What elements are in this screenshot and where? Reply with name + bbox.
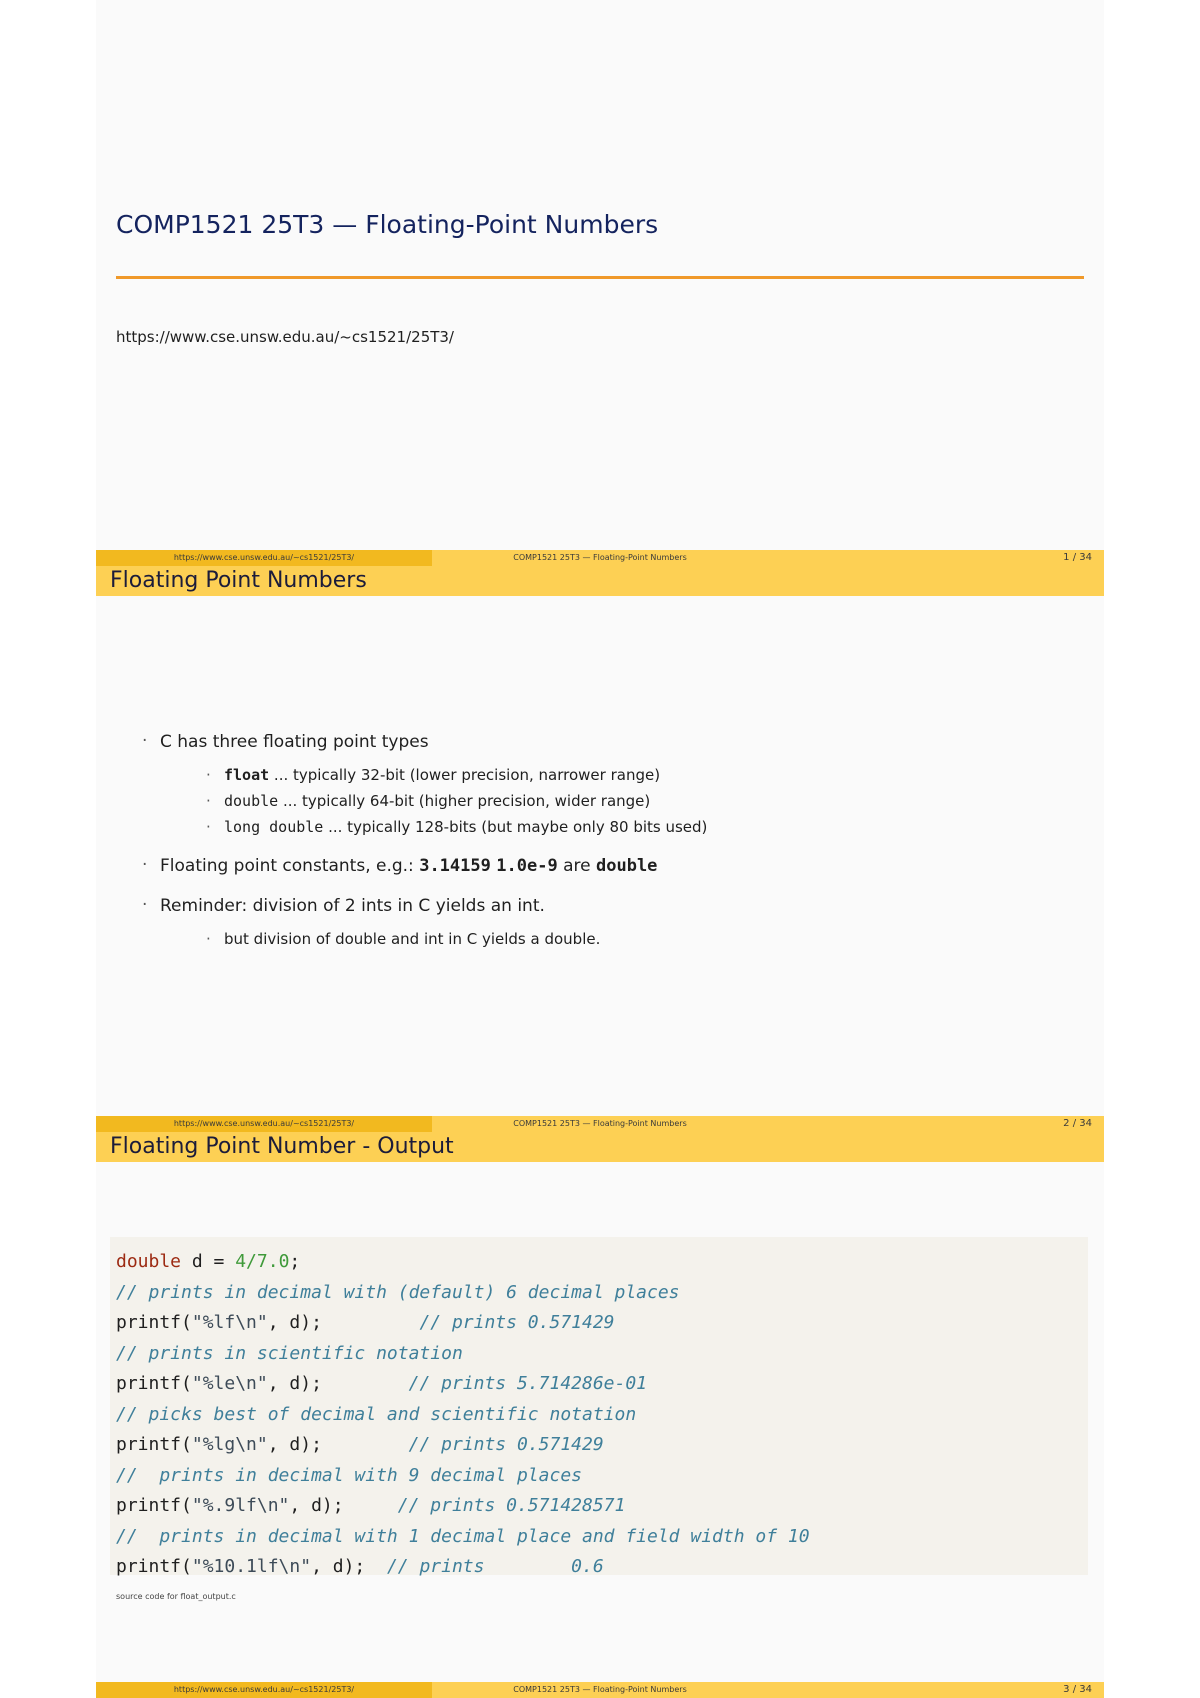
code-comment: // prints 5.714286e-01 xyxy=(408,1373,648,1394)
sub-bullet-item xyxy=(160,766,1042,784)
slide-1 xyxy=(96,0,1104,563)
bullet-text: are xyxy=(557,856,596,876)
code-text: d = xyxy=(181,1251,236,1272)
footer-title: COMP1521 25T3 — Floating-Point Numbers xyxy=(432,1682,768,1698)
slide-2 xyxy=(96,566,1104,1129)
code-text: printf( xyxy=(116,1434,192,1455)
code-text: , d); xyxy=(267,1312,420,1333)
code-line xyxy=(116,1461,1082,1492)
page-number: 1 / 34 xyxy=(768,550,1104,566)
code-block xyxy=(110,1237,1088,1575)
slide-heading: Floating Point Numbers xyxy=(110,568,367,593)
code-text: printf( xyxy=(116,1495,192,1516)
code-string: "%10.1lf\n" xyxy=(191,1556,312,1577)
slide-footer xyxy=(96,1116,1104,1132)
type-keyword: float xyxy=(224,766,270,784)
type-keyword: double xyxy=(224,792,279,810)
constant-example: 1.0e-9 xyxy=(496,856,558,876)
code-line xyxy=(116,1430,1082,1461)
footer-url: https://www.cse.unsw.edu.au/~cs1521/25T3/ xyxy=(96,1682,432,1698)
slide-heading: Floating Point Number - Output xyxy=(110,1134,454,1159)
code-comment: // prints in decimal with 9 decimal places xyxy=(116,1464,582,1486)
code-string: "%lg\n" xyxy=(191,1434,268,1455)
footer-title: COMP1521 25T3 — Floating-Point Numbers xyxy=(432,550,768,566)
slide-footer xyxy=(96,550,1104,566)
bullet-item xyxy=(142,896,1042,948)
code-string: "%lf\n" xyxy=(191,1312,268,1333)
code-number: 4/7.0 xyxy=(235,1251,290,1272)
type-description: ... typically 64-bit (higher precision, wider range) xyxy=(278,792,651,810)
bullet-item xyxy=(142,856,1042,876)
code-comment: // prints in scientific notation xyxy=(116,1342,463,1364)
code-line xyxy=(116,1491,1082,1522)
type-keyword: long double xyxy=(224,818,324,836)
code-text: , d); xyxy=(267,1373,409,1394)
code-comment: // prints in decimal with (default) 6 decimal places xyxy=(116,1281,680,1303)
code-text: printf( xyxy=(116,1312,192,1333)
code-line xyxy=(116,1369,1082,1400)
slide-header xyxy=(96,1132,1104,1162)
code-line xyxy=(116,1247,1082,1278)
footer-url: https://www.cse.unsw.edu.au/~cs1521/25T3/ xyxy=(96,1116,432,1132)
slide-title: COMP1521 25T3 — Floating-Point Numbers xyxy=(116,210,659,239)
code-line xyxy=(116,1552,1082,1583)
type-description: ... typically 128-bits (but maybe only 80 bits used) xyxy=(323,818,708,836)
footer-url: https://www.cse.unsw.edu.au/~cs1521/25T3/ xyxy=(96,550,432,566)
code-comment: // prints 0.571428571 xyxy=(397,1495,626,1516)
code-text: , d); xyxy=(311,1556,387,1577)
sub-bullet-item xyxy=(160,792,1042,810)
code-comment: // prints 0.571429 xyxy=(408,1434,604,1455)
course-url[interactable]: https://www.cse.unsw.edu.au/~cs1521/25T3/ xyxy=(116,328,454,346)
code-comment: // prints in decimal with 1 decimal place and field width of 10 xyxy=(116,1525,810,1547)
code-string: "%.9lf\n" xyxy=(191,1495,290,1516)
code-line xyxy=(116,1339,1082,1370)
bullet-item xyxy=(142,732,1042,836)
sub-bullet-item xyxy=(160,930,1042,948)
constant-example: 3.14159 xyxy=(419,856,491,876)
code-line xyxy=(116,1400,1082,1431)
code-text: ; xyxy=(289,1251,301,1272)
bullet-list xyxy=(142,732,1042,968)
slide-header xyxy=(96,566,1104,596)
type-keyword: double xyxy=(596,856,658,876)
code-keyword: double xyxy=(116,1251,182,1272)
page-number: 3 / 34 xyxy=(768,1682,1104,1698)
code-text: printf( xyxy=(116,1373,192,1394)
code-text: , d); xyxy=(267,1434,409,1455)
code-text: , d); xyxy=(289,1495,398,1516)
document-page xyxy=(96,0,1104,1696)
bullet-text: C has three floating point types xyxy=(160,732,429,752)
slide-3 xyxy=(96,1132,1104,1695)
title-divider xyxy=(116,276,1084,279)
sub-bullet-list xyxy=(160,930,1042,948)
bullet-text: Reminder: division of 2 ints in C yields an int. xyxy=(160,896,545,916)
code-comment: // prints 0.571429 xyxy=(419,1312,615,1333)
footer-title: COMP1521 25T3 — Floating-Point Numbers xyxy=(432,1116,768,1132)
code-comment: // picks best of decimal and scientific notation xyxy=(116,1403,637,1425)
type-description: ... typically 32-bit (lower precision, narrower range) xyxy=(269,766,661,784)
code-text: printf( xyxy=(116,1556,192,1577)
code-line xyxy=(116,1308,1082,1339)
bullet-text: Floating point constants, e.g.: xyxy=(160,856,420,876)
code-string: "%le\n" xyxy=(191,1373,268,1394)
sub-bullet-item xyxy=(160,818,1042,836)
sub-bullet-list xyxy=(160,766,1042,836)
code-line xyxy=(116,1278,1082,1309)
source-code-link[interactable]: source code for float_output.c xyxy=(116,1592,236,1601)
bullet-text: but division of double and int in C yields a double. xyxy=(224,930,601,948)
page-number: 2 / 34 xyxy=(768,1116,1104,1132)
code-comment: // prints 0.6 xyxy=(386,1556,604,1577)
code-line xyxy=(116,1522,1082,1553)
